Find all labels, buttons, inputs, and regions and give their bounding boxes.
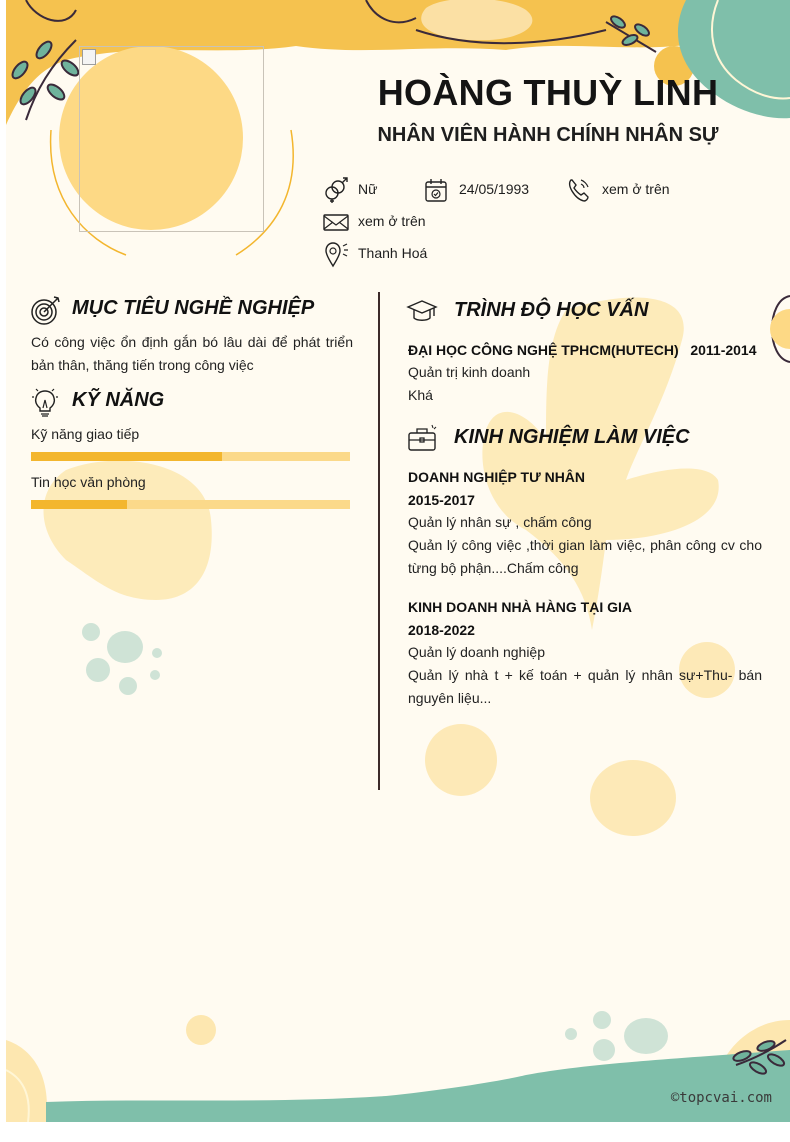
gender-value: Nữ [358,181,378,197]
skill-bar-fill [31,500,127,509]
skill-label: Kỹ năng giao tiếp [31,426,140,442]
broken-image-icon [82,49,96,65]
education-major: Quản trị kinh doanh [408,364,531,380]
experience-period: 2018-2022 [408,622,475,638]
lightbulb-icon [30,386,62,418]
experience-company: DOANH NGHIỆP TƯ NHÂN [408,469,586,485]
job-title: NHÂN VIÊN HÀNH CHÍNH NHÂN SỰ [377,124,719,146]
experience-detail: Quản lý công việc ,thời gian làm việc, phân công cv cho từng bộ phận....Chấm công [408,537,762,576]
skills-heading: KỸ NĂNG [72,389,165,411]
phone-icon [565,176,593,204]
column-divider [378,292,380,790]
cv-page [6,0,790,1122]
briefcase-icon [406,423,438,455]
skill-bar-track [31,500,350,509]
experience-detail: Quản lý nhà t + kế toán + quản lý nhân sự+Thu- bán nguyên liệu... [408,667,762,706]
calendar-icon [422,176,450,204]
experience-detail: Quản lý nhân sự , chấm công [408,514,592,530]
graduation-cap-icon [406,296,438,328]
email-value: xem ở trên [358,213,426,229]
email-icon [322,208,350,236]
experience-detail: Quản lý doanh nghiệp [408,644,545,660]
objective-text: Có công việc ổn định gắn bó lâu dài để phát triển bản thân, thăng tiến trong công việc [31,334,353,373]
target-icon [30,294,62,326]
phone-value: xem ở trên [602,181,670,197]
location-pin-icon [322,240,350,268]
profile-photo [79,46,264,232]
objective-heading: MỤC TIÊU NGHỀ NGHIỆP [72,297,315,319]
experience-company: KINH DOANH NHÀ HÀNG TẠI GIA [408,599,632,615]
skill-label: Tin học văn phòng [31,474,146,490]
experience-period: 2015-2017 [408,492,475,508]
gender-icon [322,176,350,204]
education-grade: Khá [408,387,433,403]
birthday-value: 24/05/1993 [459,181,530,197]
skill-bar-fill [31,452,222,461]
candidate-name: HOÀNG THUỲ LINH [377,72,719,113]
education-heading: TRÌNH ĐỘ HỌC VẤN [454,299,649,321]
watermark: ©topcvai.com [670,1090,772,1106]
experience-heading: KINH NGHIỆM LÀM VIỆC [454,426,690,448]
skill-bar-track [31,452,350,461]
education-school: ĐẠI HỌC CÔNG NGHỆ TPHCM(HUTECH) 2011-2014 [408,342,757,358]
address-value: Thanh Hoá [358,245,428,261]
